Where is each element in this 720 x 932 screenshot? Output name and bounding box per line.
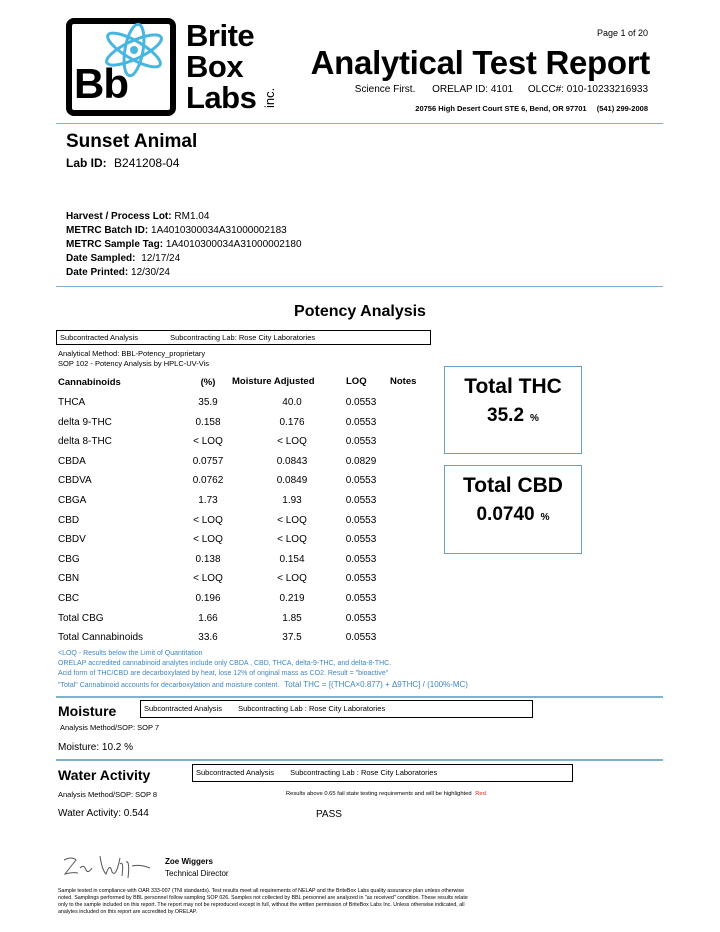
loq-value: 0.0553: [345, 632, 377, 644]
address: 20756 High Desert Court STE 6, Bend, OR 97701: [415, 104, 587, 113]
signer-title: Technical Director: [165, 869, 229, 878]
orelap-id: ORELAP ID: 4101: [432, 84, 514, 95]
metrc-tag: [66, 239, 302, 250]
subcontracted-label: Subcontracted Analysis: [196, 768, 274, 777]
percent-value: 0.158: [195, 416, 221, 428]
total-cbd-unit: %: [540, 512, 550, 523]
table-row: [58, 632, 398, 652]
moisture-adjusted-value: 40.0: [282, 397, 302, 408]
note-total-text: "Total" Cannabinoid accounts for decarboxylation and moisture content.: [58, 682, 280, 689]
cannabinoid-name: CBC: [58, 593, 80, 604]
potency-title: Potency Analysis: [294, 303, 426, 320]
footer-line: noted. Samplings performed by BBL personnel follow sampling SOP 026. Samples not collected by BBL personnel are analyzed in "as received" condition. These results relate: [58, 895, 468, 901]
metrc-batch: [66, 225, 287, 236]
percent-value: 1.66: [198, 612, 218, 624]
loq-value: 0.0553: [345, 593, 377, 604]
percent-value: 0.0762: [192, 475, 224, 487]
red-word: Red.: [475, 791, 488, 797]
table-row: [58, 397, 398, 417]
loq-value: 0.0553: [345, 514, 377, 526]
sampled-label: Date Sampled:: [66, 253, 136, 264]
divider: [56, 696, 663, 698]
phone: (541) 299-2008: [596, 104, 648, 113]
thc-formula: Total THC = [(THCA×0.877) + Δ9THC] / (100%-MC): [284, 680, 468, 689]
logo-inc: inc.: [262, 87, 277, 108]
cannabinoid-name: CBDA: [58, 455, 86, 467]
total-thc-unit: %: [530, 413, 539, 424]
moisture-adjusted-value: 0.0849: [276, 475, 308, 487]
table-row: [58, 593, 398, 613]
date-sampled: [66, 253, 180, 264]
table-row: [58, 515, 398, 535]
table-row: [58, 456, 398, 476]
cannabinoid-name: CBDV: [58, 534, 86, 546]
logo-word-brite: Brite: [186, 18, 255, 53]
loq-value: 0.0553: [345, 475, 377, 487]
printed-value: 12/30/24: [131, 267, 170, 278]
col-moisture-adjusted: Moisture Adjusted: [232, 376, 315, 387]
cannabinoid-name: Total CBG: [58, 612, 104, 624]
moisture-title: Moisture: [58, 703, 117, 719]
loq-value: 0.0553: [345, 495, 377, 506]
total-thc-value: 35.2: [487, 405, 525, 426]
water-threshold-note: [286, 791, 488, 797]
table-row: [58, 534, 398, 554]
total-cbd-value: 0.0740: [476, 504, 535, 525]
water-method: Analysis Method/SOP: SOP 8: [58, 790, 158, 799]
logo-word-labs: Labs: [186, 80, 257, 115]
moisture-adjusted-value: < LOQ: [277, 534, 307, 546]
note-orelap: ORELAP accredited cannabinoid analytes include only CBDA , CBD, THCA, delta-9-THC, and delta-8-THC.: [58, 660, 392, 667]
moisture-adjusted-value: 0.0843: [276, 455, 308, 467]
table-row: [58, 495, 398, 515]
table-row: [58, 554, 398, 574]
divider: [56, 759, 663, 761]
table-row: [58, 417, 398, 437]
total-thc-box: [444, 366, 582, 454]
percent-value: 0.196: [195, 593, 221, 604]
batch-label: METRC Batch ID:: [66, 225, 149, 236]
moisture-adjusted-value: 1.85: [282, 612, 302, 624]
lab-id-label: Lab ID:: [66, 156, 107, 170]
loq-value: 0.0553: [345, 436, 377, 448]
moisture-adjusted-value: 0.176: [279, 416, 305, 428]
note-decarb: Acid form of THC/CBD are decarboxylated by heat, lose 12% of original mass as CO2. Result = "bioactive": [58, 670, 389, 677]
potency-sop: SOP 102 - Potency Analysis by HPLC-UV-Vis: [58, 359, 210, 368]
table-row: [58, 573, 398, 593]
subcontract-lab: Subcontracting Lab : Rose City Laboratories: [290, 768, 438, 777]
total-cbd-box: [444, 465, 582, 554]
header-address: [415, 104, 648, 113]
moisture-adjusted-value: < LOQ: [277, 436, 307, 448]
potency-subcontract-box: [56, 330, 431, 345]
harvest-lot: [66, 211, 209, 222]
divider: [56, 286, 663, 287]
header-ids: [355, 84, 648, 95]
percent-value: < LOQ: [193, 534, 223, 546]
threshold-text: Results above 0.65 fail state testing requirements and will be highlighted: [286, 791, 472, 797]
tag-value: 1A4010300034A31000002180: [165, 239, 302, 250]
note-total: [58, 680, 468, 689]
moisture-adjusted-value: 0.154: [279, 553, 305, 565]
percent-value: < LOQ: [193, 573, 223, 585]
report-title: Analytical Test Report: [310, 44, 650, 81]
percent-value: 0.138: [195, 553, 221, 565]
lab-id: [66, 156, 179, 170]
table-row: [58, 475, 398, 495]
printed-label: Date Printed:: [66, 267, 129, 278]
col-cannabinoids: Cannabinoids: [58, 377, 121, 388]
olcc-id: OLCC#: 010-10233216933: [527, 84, 648, 95]
cannabinoid-name: THCA: [58, 397, 86, 408]
water-activity-title: Water Activity: [58, 767, 151, 783]
table-row: [58, 436, 398, 456]
percent-value: 0.0757: [192, 455, 224, 467]
water-subcontract-box: [192, 764, 573, 782]
divider: [56, 123, 663, 124]
loq-value: 0.0553: [345, 612, 377, 624]
col-pct: (%): [200, 377, 216, 388]
percent-value: 33.6: [198, 632, 218, 644]
col-loq: LOQ: [346, 376, 367, 387]
footer-line: Sample tested in compliance with OAR 333-007 (TNI standards). Test results meet all requirements of NELAP and the BriteBox Labs quality assurance plan unless otherwise: [58, 888, 465, 894]
harvest-value: RM1.04: [174, 211, 210, 222]
loq-value: 0.0553: [345, 534, 377, 546]
moisture-adjusted-value: < LOQ: [277, 514, 307, 526]
cannabinoid-name: Total Cannabinoids: [58, 632, 144, 644]
cannabinoid-name: CBDVA: [58, 475, 92, 487]
moisture-subcontract-box: [140, 700, 533, 718]
lab-id-value: B241208-04: [114, 156, 180, 170]
logo-word-box: Box: [186, 49, 244, 84]
batch-value: 1A4010300034A31000002183: [151, 225, 287, 236]
cannabinoid-name: delta 8-THC: [58, 436, 112, 448]
harvest-label: Harvest / Process Lot:: [66, 211, 172, 222]
pass-status: PASS: [316, 809, 342, 820]
subcontracted-label: Subcontracted Analysis: [60, 333, 138, 342]
loq-value: 0.0553: [345, 553, 377, 565]
date-printed: [66, 267, 170, 278]
percent-value: 1.73: [198, 495, 218, 506]
total-thc-label: Total THC: [464, 375, 562, 398]
logo-monogram: Bb: [74, 60, 128, 107]
subcontract-lab: Subcontracting Lab: Rose City Laboratories: [170, 333, 316, 342]
signature-image: [60, 852, 160, 880]
signer-name: Zoe Wiggers: [165, 857, 213, 866]
note-loq: <LOQ - Results below the Limit of Quantitation: [58, 650, 203, 657]
cannabinoid-name: CBG: [58, 553, 80, 565]
col-notes: Notes: [390, 376, 417, 387]
loq-value: 0.0553: [345, 397, 377, 408]
potency-method: Analytical Method: BBL-Potency_proprietary: [58, 349, 206, 358]
table-row: [58, 613, 398, 633]
footer-line: analytes included on this report are accredited by ORELAP.: [58, 909, 198, 915]
cannabinoid-name: CBGA: [58, 495, 87, 506]
compliance-footer: [58, 888, 558, 916]
cannabinoid-name: delta 9-THC: [58, 416, 112, 428]
moisture-result: Moisture: 10.2 %: [58, 742, 134, 753]
moisture-adjusted-value: 1.93: [282, 495, 302, 506]
moisture-method: Analysis Method/SOP: SOP 7: [60, 723, 160, 732]
loq-value: 0.0829: [345, 455, 377, 467]
water-activity-result: Water Activity: 0.544: [58, 808, 149, 819]
moisture-adjusted-value: 37.5: [282, 632, 302, 644]
loq-value: 0.0553: [345, 416, 377, 428]
sample-name: Sunset Animal: [66, 131, 198, 152]
sampled-value: 12/17/24: [141, 253, 181, 264]
subcontracted-label: Subcontracted Analysis: [144, 704, 222, 713]
page-number: Page 1 of 20: [596, 28, 648, 38]
tag-label: METRC Sample Tag:: [66, 239, 164, 250]
cannabinoid-name: CBD: [58, 514, 80, 526]
total-cbd-label: Total CBD: [463, 474, 563, 497]
moisture-adjusted-value: < LOQ: [277, 573, 307, 585]
percent-value: 35.9: [198, 397, 218, 408]
cannabinoid-name: CBN: [58, 573, 80, 585]
tagline: Science First.: [354, 84, 416, 95]
percent-value: < LOQ: [193, 436, 223, 448]
moisture-adjusted-value: 0.219: [279, 593, 305, 604]
footer-line: only to the sample included on this report. The report may not be reproduced except in full, without the written permission of BriteBox Labs Inc. Unless otherwise indicated, all: [58, 902, 465, 908]
loq-value: 0.0553: [345, 573, 377, 585]
percent-value: < LOQ: [193, 514, 223, 526]
subcontract-lab: Subcontracting Lab : Rose City Laboratories: [238, 704, 386, 713]
